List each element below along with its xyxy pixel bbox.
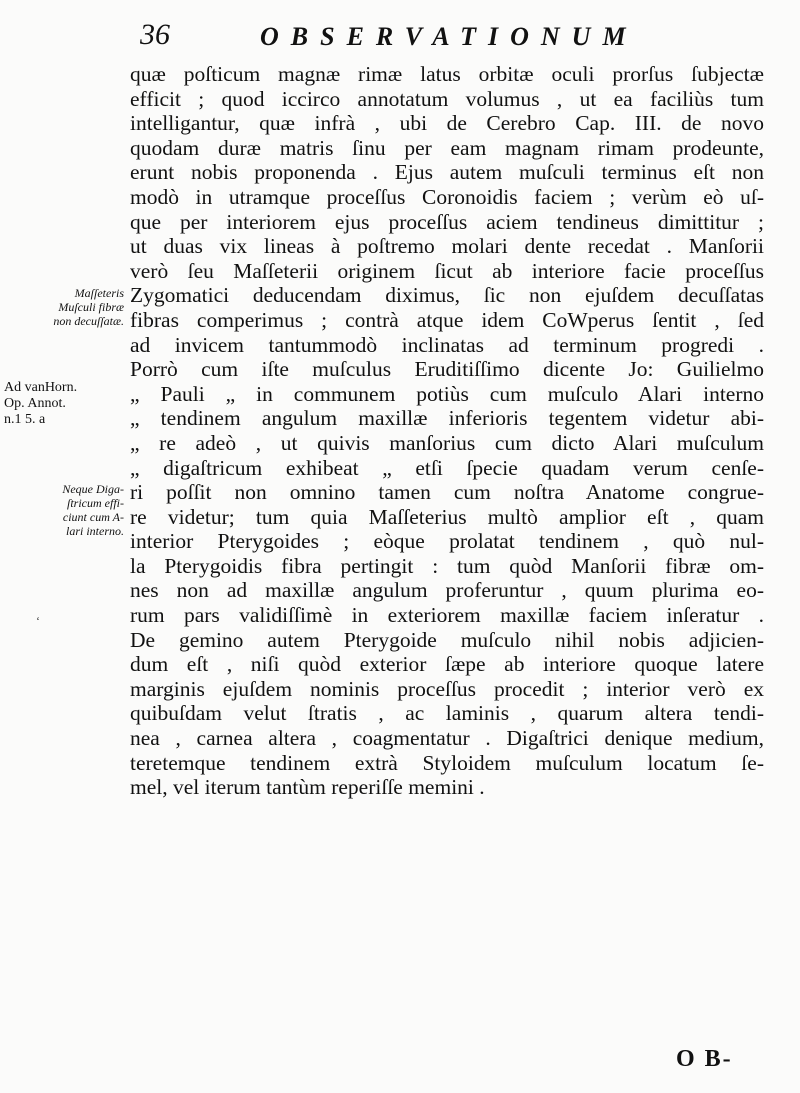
margin-note-line: Op. Annot. xyxy=(4,396,66,411)
margin-note-masseter xyxy=(2,286,124,328)
text-line: teretemque tendinem extrà Styloidem muſculum locatum ſe- xyxy=(130,750,764,775)
show-through-text xyxy=(96,850,776,1030)
text-line: „ tendinem angulum maxillæ inferioris tegentem videtur abi- xyxy=(130,406,764,431)
page-number: 36 xyxy=(140,18,170,51)
text-line: nes non ad maxillæ angulum proferuntur , quum plurima eo- xyxy=(130,578,764,603)
text-line: Porrò cum iſte muſculus Eruditiſſimo dicente Jo: Guilielmo xyxy=(130,357,764,382)
catchword: O B- xyxy=(676,1046,733,1072)
margin-note-line: n.1 5. a xyxy=(4,412,46,427)
text-line: modò in utramque proceſſus Coronoidis faciem ; verùm eò uſ- xyxy=(130,184,764,209)
text-line: „ re adeò , ut quivis manſorius cum dicto Alari muſculum xyxy=(130,430,764,455)
text-line: quibuſdam velut ſtratis , ac laminis , quarum altera tendi- xyxy=(130,701,764,726)
text-line: la Pterygoidis fibra pertingit : tum quòd Manſorii fibræ om- xyxy=(130,553,764,578)
text-line: marginis ejuſdem nominis proceſſus procedit ; interior verò ex xyxy=(130,676,764,701)
margin-note-line: lari interno. xyxy=(65,524,124,538)
text-line: nea , carnea altera , coagmentatur . Digaſtrici denique medium, xyxy=(130,726,764,751)
text-line: intelligantur, quæ infrà , ubi de Cerebro Cap. III. de novo xyxy=(130,111,764,136)
body-text xyxy=(130,62,764,800)
text-line: ut duas vix lineas à poſtremo molari dente recedat . Manſorii xyxy=(130,234,764,259)
text-line: „ digaſtricum exhibeat „ etſi ſpecie quadam verum cenſe- xyxy=(130,455,764,480)
text-line: mel, vel iterum tantùm reperiſſe memini . xyxy=(130,775,485,800)
margin-note-digastric xyxy=(2,482,124,538)
margin-mark: ‘ xyxy=(36,614,40,628)
margin-note-reference xyxy=(4,380,126,428)
text-line: que per interiorem ejus proceſſus aciem tendineus dimittitur ; xyxy=(130,209,764,234)
margin-note-line: Muſculi fibræ xyxy=(58,300,124,314)
margin-note-line: ciunt cum A- xyxy=(62,510,124,524)
text-line: ad invicem tantummodò inclinatas ad terminum progredi . xyxy=(130,332,764,357)
text-line: ri poſſit non omnino tamen cum noſtra Anatome congrue- xyxy=(130,480,764,505)
text-line: „ Pauli „ in communem potiùs cum muſculo Alari interno xyxy=(130,381,764,406)
text-line: quodam duræ matris ſinu per eam magnam rimam prodeunte, xyxy=(130,135,764,160)
text-line: dum eſt , niſi quòd exterior ſæpe ab interiore quoque latere xyxy=(130,652,764,677)
text-line: Zygomatici deducendam diximus, ſic non ejuſdem decuſſatas xyxy=(130,283,764,308)
text-line: efficit ; quod iccirco annotatum volumus , ut ea faciliùs tum xyxy=(130,86,764,111)
margin-note-line: Maſſeteris xyxy=(74,286,124,300)
page-header xyxy=(140,18,760,58)
text-line: De gemino autem Pterygoide muſculo nihil nobis adjicien- xyxy=(130,627,764,652)
running-title: OBSERVATIONUM xyxy=(260,22,638,51)
text-line: verò ſeu Maſſeterii originem ſicut ab interiore facie proceſſus xyxy=(130,258,764,283)
margin-note-line: Ad vanHorn. xyxy=(4,380,78,395)
text-line: rum pars validiſſimè in exteriorem maxillæ faciem inſeratur . xyxy=(130,603,764,628)
text-line: quæ poſticum magnæ rimæ latus orbitæ oculi prorſus ſubjectæ xyxy=(130,62,764,86)
margin-note-line: Neque Diga- xyxy=(62,482,124,496)
margin-note-line: ſtricum effi- xyxy=(67,496,124,510)
text-line: erunt nobis proponenda . Ejus autem muſculi terminus eſt non xyxy=(130,160,764,185)
text-line: interior Pterygoides ; eòque prolatat tendinem , quò nul- xyxy=(130,529,764,554)
text-line: fibras comperimus ; contrà atque idem CoWperus ſentit , ſed xyxy=(130,307,764,332)
margin-note-line: non decuſſatæ. xyxy=(53,314,124,328)
text-line: re videtur; tum quia Maſſeterius multò amplior eſt , quam xyxy=(130,504,764,529)
